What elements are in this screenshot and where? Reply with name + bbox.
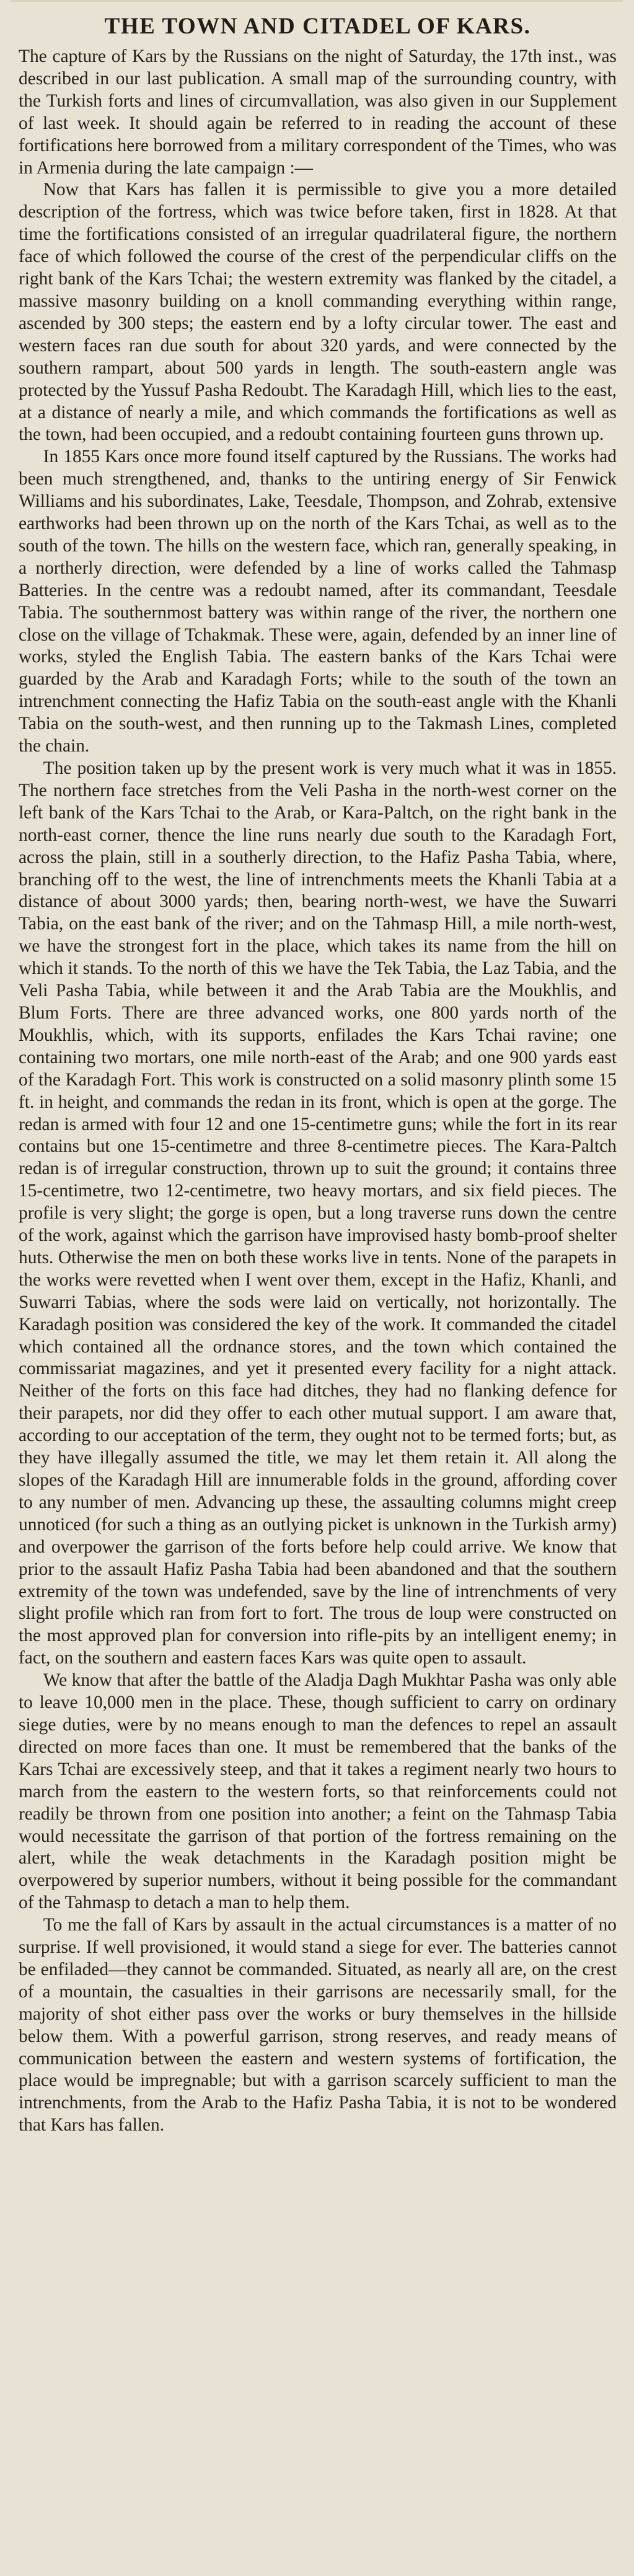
page-top-edge (11, 0, 623, 2)
paragraph-conclusion: To me the fall of Kars by assault in the actual circumstances is a matter of no surprise. If well provisioned, it would stand a siege for ever. The batteries cannot be enfiladed—they cannot be commanded. Situated, as nearly all are, on the crest of a mountain, the casualties in their garrisons are necessarily small, for the majority of shot either pass over the works or bury themselves in the hillside below them. With a powerful garrison, strong reserves, and ready means of communication between the eastern and western systems of fortification, the place would be impregnable; but with a garrison scarcely sufficient to man the intrenchments, from the Arab to the Hafiz Pasha Tabia, it is not to be wondered that Kars has fallen. (19, 1915, 617, 2136)
paragraph-1855-capture: In 1855 Kars once more found itself captured by the Russians. The works had been much strengthened, and, thanks to the untiring energy of Sir Fenwick Williams and his subordinates, Lake, Teesdale, Thompson, and Zohrab, extensive earthworks had been thrown up on the north of the Kars Tchai, as well as to the south of the town. The hills on the western face, which ran, generally speaking, in a northerly direction, were defended by a line of works called the Tahmasp Batteries. In the centre was a redoubt named, after its commandant, Teesdale Tabia. The southernmost battery was within range of the river, the northern one close on the village of Tchakmak. These were, again, defended by an inner line of works, styled the English Tabia. The eastern banks of the Kars Tchai were guarded by the Arab and Karadagh Forts; while to the south of the town an intrenchment connecting the Hafiz Tabia on the south-east angle with the Khanli Tabia on the south-west, and then running up to the Takmash Lines, completed the chain. (19, 447, 617, 756)
paragraph-intro: The capture of Kars by the Russians on the night of Saturday, the 17th inst., was described in our last publication. A small map of the surrounding country, with the Turkish forts and lines of circumvallation, was also given in our Supplement of last week. It should again be referred to in reading the account of these fortifications here borrowed from a military correspondent of the Times, who was in Armenia during the late campaign :— (19, 46, 617, 178)
paragraph-garrison: We know that after the battle of the Aladja Dagh Mukhtar Pasha was only able to leave 10,000 men in the place. These, though sufficient to carry on ordinary siege duties, were by no means enough to man the defences to repel an assault directed on more faces than one. It must be remembered that the banks of the Kars Tchai are excessively steep, and that it takes a regiment nearly two hours to march from the eastern to the western forts, so that reinforcements could not readily be thrown from one position into another; a feint on the Tahmasp Tabia would necessitate the garrison of that portion of the fortress remaining on the alert, while the weak detachments in the Karadagh position might be overpowered by superior numbers, without it being possible for the commandant of the Tahmasp to detach a man to help them. (19, 1670, 617, 1913)
article-title: THE TOWN AND CITADEL OF KARS. (104, 14, 531, 39)
article-body (19, 46, 617, 2137)
paragraph-1828-fortifications: Now that Kars has fallen it is permissible to give you a more detailed description of the fortress, which was twice before taken, first in 1828. At that time the fortifications consisted of an irregular quadrilateral figure, the northern face of which followed the course of the crest of the perpendicular cliffs on the right bank of the Kars Tchai; the western extremity was flanked by the citadel, a massive masonry building on a knoll commanding everything within range, ascended by 300 steps; the eastern end by a lofty circular tower. The east and western faces ran due south for about 320 yards, and were connected by the southern rampart, about 500 yards in length. The south-eastern angle was protected by the Yussuf Pasha Redoubt. The Karadagh Hill, which lies to the east, at a distance of nearly a mile, and which commands the fortifications as well as the town, had been occupied, and a redoubt containing fourteen guns thrown up. (19, 180, 617, 445)
paragraph-present-works: The position taken up by the present work is very much what it was in 1855. The northern face stretches from the Veli Pasha in the north-west corner on the left bank of the Kars Tchai to the Arab, or Kara-Paltch, on the right bank in the north-east corner, thence the line runs nearly due south to the Karadagh Fort, across the plain, still in a southerly direction, to the Hafiz Pasha Tabia, where, branching off to the west, the line of intrenchments meets the Khanli Tabia at a distance of about 3000 yards; then, bearing north-west, we have the Suwarri Tabia, on the east bank of the river; and on the Tahmasp Hill, a mile north-west, we have the strongest fort in the place, which takes its name from the hill on which it stands. To the north of this we have the Tek Tabia, the Laz Tabia, and the Veli Pasha Tabia, while between it and the Arab Tabia are the Moukhlis, and Blum Forts. There are three advanced works, one 800 yards north of the Moukhlis, which, with its supports, enfilades the Kars Tchai ravine; one containing two mortars, one mile north-east of the Arab; and one 900 yards east of the Karadagh Fort. This work is constructed on a solid masonry plinth some 15 ft. in height, and commands the redan in its front, which is open at the gorge. The redan is armed with four 12 and one 15-centimetre guns; while the fort in its rear contains but one 15-centimetre and three 8-centimetre pieces. The Kara-Paltch redan is of irregular construction, thrown up to suit the ground; it contains three 15-centimetre, two 12-centimetre, two heavy mortars, and six field pieces. The profile is very slight; the gorge is open, but a long traverse runs down the centre of the work, against which the garrison have improvised hasty bomb-proof shelter huts. Otherwise the men on both these works live in tents. None of the parapets in the works were revetted when I went over them, except in the Hafiz, Khanli, and Suwarri Tabias, where the sods were laid on vertically, not horizontally. The Karadagh position was considered the key of the work. It commanded the citadel which contained all the ordnance stores, and the town which contained the commissariat magazines, and yet it presented every facility for a night attack. Neither of the forts on this face had ditches, they had no flanking defence for their parapets, nor did they offer to each other mutual support. I am aware that, according to our acceptation of the term, they ought not to be termed forts; but, as they have illegally assumed the title, we may let them retain it. All along the slopes of the Karadagh Hill are innumerable folds in the ground, affording cover to any number of men. Advancing up these, the assaulting columns might creep unnoticed (for such a thing as an outlying picket is unknown in the Turkish army) and overpower the garrison of the forts before help could arrive. We know that prior to the assault Hafiz Pasha Tabia had been abandoned and that the southern extremity of the town was undefended, save by the line of intrenchments of very slight profile which ran from fort to fort. The trous de loup were constructed on the most approved plan for conversion into rifle-pits by an intelligent enemy; in fact, on the southern and eastern faces Kars was quite open to assault. (19, 758, 617, 1668)
